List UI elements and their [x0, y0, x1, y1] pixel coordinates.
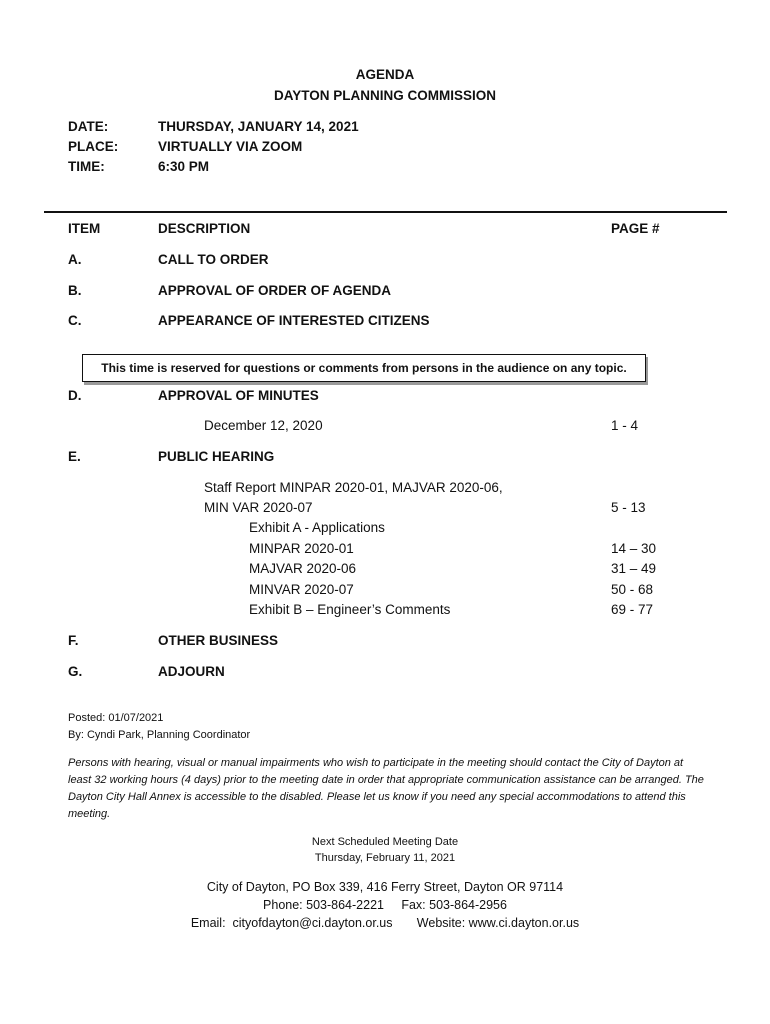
accessibility-notice: Persons with hearing, visual or manual impairments who wish to participate in the meeting should contact the City of Dayton at least 32 working hours (4 days) prior to the meeting date in order that appropriate communication assistance can be arranged. The Dayton City Hall Annex is accessible to the disabled. Please let us know if you need any special accommodations to attend this meeting.: [68, 757, 704, 820]
exhibit-minpar-page: 14 – 30: [611, 541, 657, 556]
staff-report-page: 5 - 13: [611, 500, 646, 515]
item-c-letter: C.: [68, 313, 82, 328]
exhibit-a-title: Exhibit A - Applications: [249, 520, 385, 535]
exhibit-minvar-page: 50 - 68: [611, 582, 654, 597]
exhibit-minvar: MINVAR 2020-07: [249, 582, 354, 597]
city-phone-fax: Phone: 503-864-2221 Fax: 503-864-2956: [263, 898, 507, 912]
place-value: VIRTUALLY VIA ZOOM: [158, 139, 303, 154]
staff-report-line1: Staff Report MINPAR 2020-01, MAJVAR 2020-06,: [204, 480, 503, 495]
time-value: 6:30 PM: [158, 159, 210, 174]
date-value: THURSDAY, JANUARY 14, 2021: [158, 119, 359, 134]
item-d-title: APPROVAL OF MINUTES: [158, 388, 319, 403]
minutes-date: December 12, 2020: [204, 418, 323, 433]
item-g-title: ADJOURN: [158, 664, 225, 679]
column-page: PAGE #: [611, 221, 660, 236]
posted-date: Posted: 01/07/2021: [68, 712, 164, 724]
item-a-title: CALL TO ORDER: [158, 252, 269, 267]
next-meeting-date: Thursday, February 11, 2021: [314, 852, 456, 864]
item-g-letter: G.: [68, 664, 83, 679]
item-b-letter: B.: [68, 283, 82, 298]
item-f-title: OTHER BUSINESS: [158, 633, 279, 648]
exhibit-b-page: 69 - 77: [611, 602, 654, 617]
item-e-title: PUBLIC HEARING: [158, 449, 275, 464]
posted-by: By: Cyndi Park, Planning Coordinator: [68, 729, 251, 741]
column-description: DESCRIPTION: [158, 221, 251, 236]
agenda-title: AGENDA: [355, 67, 415, 82]
exhibit-majvar: MAJVAR 2020-06: [249, 561, 357, 576]
time-label: TIME:: [68, 159, 105, 174]
item-d-letter: D.: [68, 388, 82, 403]
exhibit-majvar-page: 31 – 49: [611, 561, 657, 576]
place-label: PLACE:: [68, 139, 119, 154]
staff-report-line2: MIN VAR 2020-07: [204, 500, 313, 515]
column-item: ITEM: [68, 221, 101, 236]
item-e-letter: E.: [68, 449, 81, 464]
exhibit-b-title: Exhibit B – Engineer’s Comments: [249, 602, 451, 617]
item-a-letter: A.: [68, 252, 82, 267]
commission-name: DAYTON PLANNING COMMISSION: [273, 88, 497, 103]
minutes-page: 1 - 4: [611, 418, 639, 433]
date-label: DATE:: [68, 119, 109, 134]
next-meeting-label: Next Scheduled Meeting Date: [311, 836, 459, 848]
item-b-title: APPROVAL OF ORDER OF AGENDA: [158, 283, 392, 298]
city-address: City of Dayton, PO Box 339, 416 Ferry Street, Dayton OR 97114: [206, 880, 564, 894]
divider-rule: [44, 211, 727, 213]
item-f-letter: F.: [68, 633, 79, 648]
exhibit-minpar: MINPAR 2020-01: [249, 541, 354, 556]
citizens-notice-box: This time is reserved for questions or comments from persons in the audience on any topic.: [82, 354, 646, 382]
item-c-title: APPEARANCE OF INTERESTED CITIZENS: [158, 313, 430, 328]
city-email-website: Email: cityofdayton@ci.dayton.or.us Website: www.ci.dayton.or.us: [190, 916, 580, 930]
